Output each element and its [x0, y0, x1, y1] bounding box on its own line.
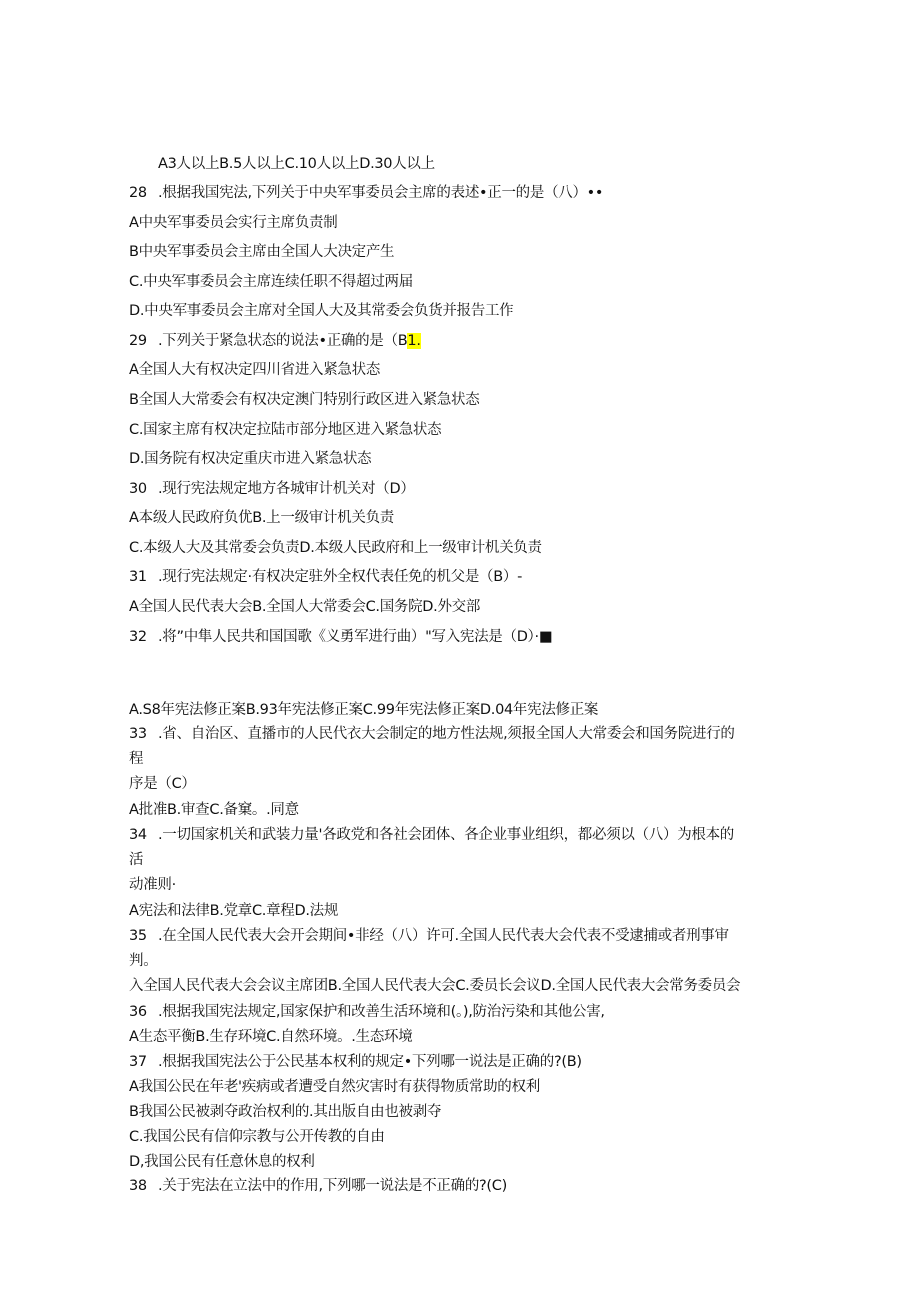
line-text: .关于宪法在立法中的作用,下列哪一说法是不正确的?(C)	[158, 1178, 507, 1194]
line-text: A.S8年宪法修正案B.93年宪法修正案C.99年宪法修正案D.04年宪法修正案	[129, 702, 599, 718]
option-line	[129, 700, 598, 720]
question-line	[129, 1176, 507, 1196]
option-line	[129, 508, 394, 528]
question-line	[129, 825, 734, 845]
line-text: 入全国人民代表大会会议主席团B.全国人民代表大会C.委员长会议D.全国人民代表大会常务委员会	[129, 978, 741, 994]
highlighted-text: 1.	[407, 333, 421, 349]
line-text: 动准则·	[129, 877, 176, 893]
option-line	[129, 1127, 385, 1147]
line-text: .下列关于紧急状态的说法•正确的是（B	[158, 333, 408, 349]
option-line	[129, 597, 480, 617]
continuation-line	[129, 850, 143, 870]
line-text: .根据我国宪法,下列关于中央军事委员会主席的表述•正一的是（八）••	[158, 185, 604, 201]
line-text: .根据我国宪法规定,国家保护和改善生活环境和(。),防治污染和其他公害,	[158, 1004, 605, 1020]
option-line	[129, 272, 413, 292]
question-number: 30	[129, 481, 147, 497]
line-text: C.我国公民有信仰宗教与公开传教的自由	[129, 1129, 385, 1145]
line-text: B我国公民被剥夺政治权利的.其出版自由也被剥夺	[129, 1104, 442, 1120]
question-line	[129, 1002, 605, 1022]
line-text: 判。	[129, 953, 158, 969]
question-number: 35	[129, 928, 147, 944]
line-text: D.国务院有权决定重庆市进入紧急状态	[129, 451, 372, 467]
option-line	[129, 242, 394, 262]
option-line	[129, 420, 441, 440]
continuation-line	[129, 875, 176, 895]
question-number: 32	[129, 629, 147, 645]
question-number: 31	[129, 569, 147, 585]
question-number: 36	[129, 1004, 147, 1020]
line-text: A本级人民政府负优B.上一级审计机关负责	[129, 510, 394, 526]
question-line	[129, 724, 735, 744]
continuation-line	[129, 951, 157, 971]
line-text: B全国人大常委会有权决定澳门特别行政区进入紧急状态	[129, 392, 480, 408]
line-text: A中央军事委员会实行主席负责制	[129, 215, 338, 231]
line-text: .省、自治区、直播市的人民代衣大会制定的地方性法规,须报全国人大常委会和国务院进行的	[158, 726, 735, 742]
option-line	[129, 449, 371, 469]
continuation-line	[129, 774, 196, 794]
line-text: 程	[129, 751, 144, 767]
option-line	[129, 1102, 441, 1122]
question-number: 37	[129, 1054, 147, 1070]
line-text: .在全国人民代表大会开会期间•非经（八）许可.全国人民代表大会代表不受逮捕或者刑事审	[158, 928, 729, 944]
option-line	[129, 1027, 412, 1047]
line-text: .将”中隼人民共和国国歌《义勇军进行曲）"写入宪法是（D）·■	[158, 629, 553, 645]
option-line	[129, 154, 435, 174]
option-line	[129, 301, 513, 321]
line-text: A宪法和法律B.党章C.章程D.法规	[129, 903, 339, 919]
option-line	[129, 360, 380, 380]
question-line	[129, 627, 552, 647]
question-line	[129, 183, 603, 203]
line-text: A3人以上B.5人以上C.10人以上D.30人以上	[158, 156, 435, 172]
line-text: C.本级人大及其常委会负责D.本级人民政府和上一级审计机关负责	[129, 540, 542, 556]
line-text: A批准B.审查C.备窠。.同意	[129, 802, 299, 818]
line-text: 序是（C）	[129, 776, 196, 792]
option-line	[129, 901, 338, 921]
option-line	[129, 390, 479, 410]
question-line	[129, 567, 522, 587]
line-text: C.国家主席有权决定拉陆市部分地区进入紧急状态	[129, 422, 442, 438]
option-line	[129, 538, 542, 558]
option-line	[129, 800, 299, 820]
option-line	[129, 1077, 540, 1097]
line-text: A全国人大有权决定四川省进入紧急状态	[129, 362, 381, 378]
continuation-line	[129, 749, 143, 769]
line-text: A我国公民在年老'疾病或者遭受自然灾害时有获得物质常助的权利	[129, 1079, 540, 1095]
question-line	[129, 331, 421, 351]
question-number: 28	[129, 185, 147, 201]
line-text: A全国人民代表大会B.全国人大常委会C.国务院D.外交部	[129, 599, 481, 615]
question-number: 33	[129, 726, 147, 742]
option-line	[129, 1152, 315, 1172]
option-line	[129, 213, 337, 233]
line-text: C.中央军事委员会主席连续任职不得超过两届	[129, 274, 413, 290]
line-text: B中央军事委员会主席由全国人大决定产生	[129, 244, 395, 260]
line-text: A生态平衡B.生存环境C.自然环境。.生态环境	[129, 1029, 413, 1045]
line-text: D.中央军事委员会主席对全国人大及其常委会负货并报告工作	[129, 303, 514, 319]
question-line	[129, 926, 729, 946]
question-number: 29	[129, 333, 147, 349]
line-text: .现行宪法规定地方各城审计机关对（D）	[158, 481, 415, 497]
question-line	[129, 1052, 582, 1072]
question-number: 38	[129, 1178, 147, 1194]
line-text: .一切国家机关和武装力量'各政党和各社会团体、各企业事业组织，都必须以（八）为根本的	[158, 827, 734, 843]
line-text: .根据我国宪法公于公民基本权利的规定•下列哪一说法是正确的?(B)	[158, 1054, 582, 1070]
question-line	[129, 479, 415, 499]
line-text: D,我国公民有任意休息的权利	[129, 1154, 315, 1170]
line-text: .现行宪法规定·有权决定驻外全权代表任免的机父是（B）-	[158, 569, 522, 585]
line-text: 活	[129, 852, 144, 868]
option-line	[129, 976, 740, 996]
question-number: 34	[129, 827, 147, 843]
